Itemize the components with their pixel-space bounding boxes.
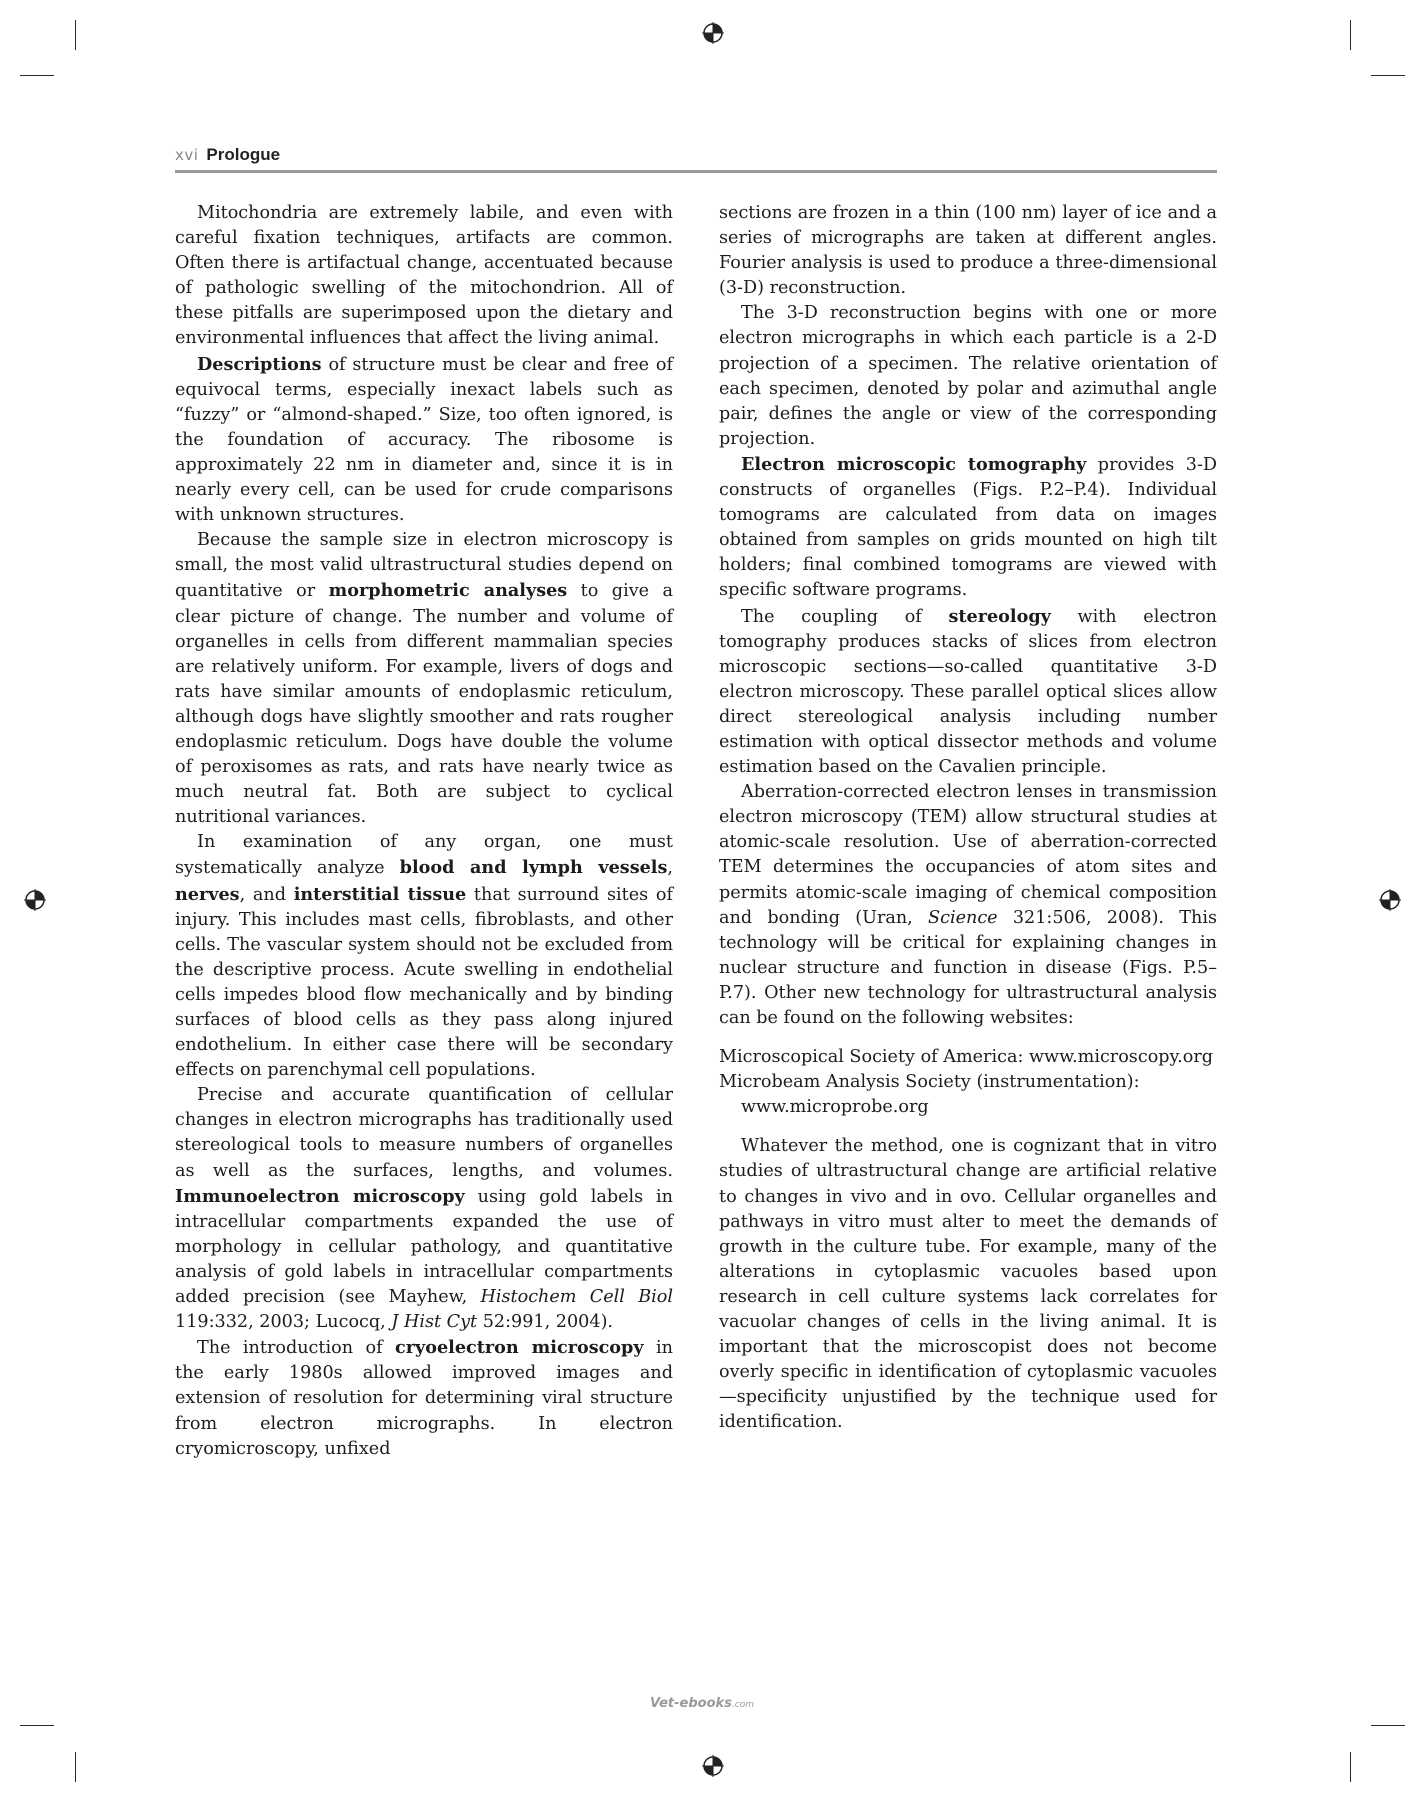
paragraph	[175, 528, 673, 830]
text-run: 119:332, 2003; Lucocq,	[175, 1312, 392, 1333]
text-run: that surround sites of injury. This includes mast cells, fibroblasts, and other cells. The vascular system should not be excluded from the descriptive process. Acute swelling in endothelial cells impedes blood flow mechanically and by binding surfaces of blood cells as they pass along injured endothelium. In either case there will be secondary effects on parenchymal cell populations.	[175, 884, 673, 1081]
registration-mark-icon	[1379, 889, 1401, 911]
bold-term: blood and lymph vessels	[399, 857, 668, 879]
text-run: Microbeam Analysis Society (instrumentation): www.microprobe.org	[719, 1072, 1140, 1118]
page-number: xvi	[175, 146, 199, 164]
bold-term: morphometric analyses	[328, 580, 568, 602]
paragraph	[719, 1134, 1217, 1435]
website-reference	[719, 1045, 1217, 1070]
website-reference	[719, 1070, 1217, 1120]
text-run: Mitochondria are extremely labile, and even with careful fixation techniques, artifacts are common. Often there is artifactual change, accentuated because of pathologic swelling of the mitochondrion. All of these pitfalls are superimposed upon the dietary and environmental influences that affect the living animal.	[175, 203, 673, 349]
watermark-text: Vet-ebooks	[650, 1696, 732, 1711]
text-run: sections are frozen in a thin (100 nm) layer of ice and a series of micrographs are taken at different angles. Fourier analysis is used to produce a three-dimensional (3-D) reconstruction.	[719, 203, 1217, 299]
italic-citation: J Hist Cyt	[391, 1312, 478, 1333]
text-run: using gold labels in intracellular compartments expanded the use of morphology in cellular pathology, and quantitative analysis of gold labels in intracellular compartments added precision (see Mayhew,	[175, 1186, 673, 1308]
header-rule	[175, 170, 1217, 173]
text-run: 52:991, 2004).	[477, 1312, 614, 1333]
bold-term: Electron microscopic tomography	[741, 453, 1087, 475]
text-run: In examination of any organ, one must systematically analyze	[175, 832, 673, 879]
text-run: Precise and accurate quantification of cellular changes in electron micrographs has traditionally used stereological tools to measure numbers of organelles as well as the surfaces, lengths, and volumes.	[175, 1085, 673, 1181]
text-run: Whatever the method, one is cognizant that in vitro studies of ultrastructural change are artificial relative to changes in vivo and in ovo. Cellular organelles and pathways in vitro must alter to meet the demands of growth in the culture tube. For example, many of the alterations in cytoplasmic vacuoles based upon research in cell culture systems lack correlates for vacuolar changes of cells in the living animal. It is important that the microscopist does not become overly specific in identification of cytoplasmic vacuoles—specificity unjustified by the technique used for identification.	[719, 1136, 1217, 1433]
text-run: Because the sample size in electron microscopy is small, the most valid ultrastructural studies depend on quantitative or	[175, 530, 673, 602]
right-text-column	[719, 201, 1217, 1436]
paragraph	[719, 604, 1217, 781]
paragraph	[175, 1083, 673, 1335]
crop-mark	[75, 20, 76, 50]
text-run: with electron tomography produces stacks of slices from electron microscopic sections—so-called quantitative 3-D electron microscopy. These parallel optical slices allow direct stereological analysis including number estimation with optical dissector methods and volume estimation based on the Cavalien principle.	[719, 606, 1217, 778]
left-text-column	[175, 201, 673, 1462]
crop-mark	[1371, 75, 1405, 76]
watermark-suffix: .com	[731, 1700, 755, 1710]
text-run: to give a clear picture of change. The number and volume of organelles in cells from different mammalian species are relatively uniform. For example, livers of dogs and rats have similar amounts of endoplasmic reticulum, although dogs have slightly smoother and rats rougher endoplasmic reticulum. Dogs have double the volume of peroxisomes as rats, and rats have nearly twice as much neutral fat. Both are subject to cyclical nutritional variances.	[175, 581, 673, 828]
paragraph	[719, 301, 1217, 452]
paragraph	[175, 1335, 673, 1461]
crop-mark	[75, 1752, 76, 1782]
paragraph	[719, 201, 1217, 301]
text-run: of structure must be clear and free of equivocal terms, especially inexact labels such as “fuzzy” or “almond-shaped.” Size, too often ignored, is the foundation of accuracy. The ribosome is approximately 22 nm in diameter and, since it is in nearly every cell, can be used for crude comparisons with unknown structures.	[175, 354, 673, 526]
crop-mark	[1350, 20, 1351, 50]
bold-term: Descriptions	[197, 353, 322, 375]
crop-mark	[1371, 1725, 1405, 1726]
registration-mark-icon	[702, 22, 724, 44]
paragraph	[719, 780, 1217, 1031]
chapter-title: Prologue	[206, 145, 281, 164]
bold-term: interstitial tissue	[293, 883, 467, 905]
registration-mark-icon	[702, 1755, 724, 1777]
crop-mark	[20, 1725, 54, 1726]
italic-citation: Science	[928, 907, 998, 928]
text-run: Aberration-corrected electron lenses in transmission electron microscopy (TEM) allow structural studies at atomic-scale resolution. Use of aberration-corrected TEM determines the occupancies of atom sites and permits atomic-scale imaging of chemical composition and bonding (Uran,	[719, 782, 1217, 928]
crop-mark	[1350, 1752, 1351, 1782]
paragraph	[175, 201, 673, 352]
text-run: Microscopical Society of America: www.microscopy.org	[719, 1047, 1214, 1068]
bold-term: stereology	[948, 605, 1051, 627]
watermark-logo	[650, 1696, 780, 1718]
italic-citation: Histochem Cell Biol	[480, 1287, 674, 1308]
crop-mark	[20, 75, 54, 76]
text-run: in the early 1980s allowed improved images and extension of resolution for determining viral structure from electron micrographs. In electron cryomicroscopy, unfixed	[175, 1338, 673, 1459]
registration-mark-icon	[24, 889, 46, 911]
text-run: The 3-D reconstruction begins with one or more electron micrographs in which each particle is a 2-D projection of a specimen. The relative orientation of each specimen, denoted by polar and azimuthal angle pair, defines the angle or view of the corresponding projection.	[719, 303, 1217, 449]
text-run: The coupling of	[741, 606, 949, 627]
text-run: provides 3-D constructs of organelles (Figs. P.2–P.4). Individual tomograms are calculated from data on images obtained from samples on grids mounted on high tilt holders; final combined tomograms are viewed with specific software programs.	[719, 454, 1217, 601]
paragraph	[175, 352, 673, 529]
bold-term: Immunoelectron microscopy	[175, 1185, 465, 1207]
text-run: 321:506, 2008). This technology will be critical for explaining changes in nuclear structure and function in disease (Figs. P.5–P.7). Other new technology for ultrastructural analysis can be found on the following websites:	[719, 907, 1217, 1028]
text-run: ,	[667, 858, 673, 879]
bold-term: cryoelectron microscopy	[395, 1337, 644, 1359]
paragraph	[719, 452, 1217, 604]
paragraph	[175, 830, 673, 1083]
text-run: The introduction of	[197, 1338, 396, 1359]
bold-term: nerves	[175, 883, 240, 905]
text-run: , and	[239, 884, 294, 905]
